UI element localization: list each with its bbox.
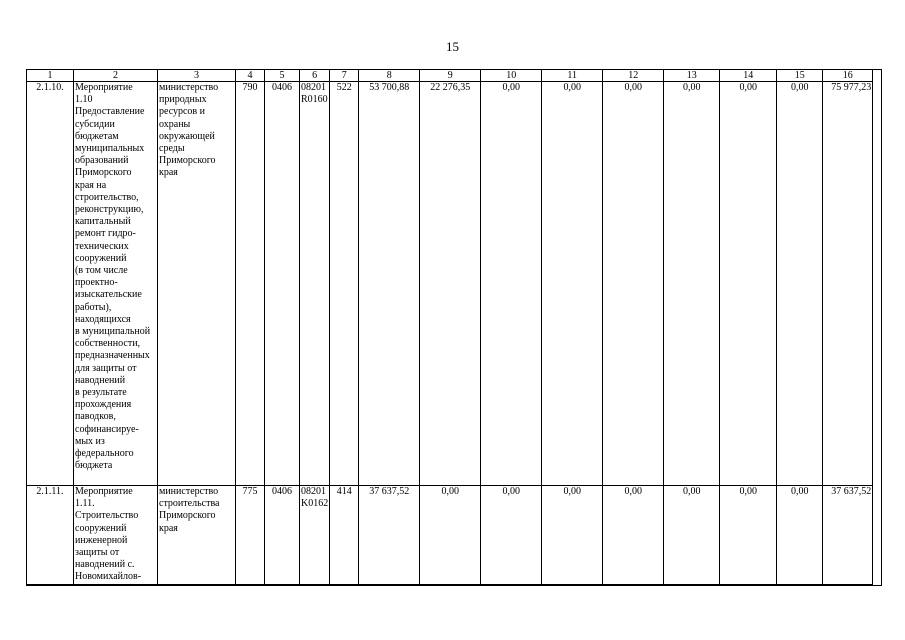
cell-line: R0160	[301, 94, 328, 106]
cell-col10: 0,00	[481, 82, 542, 486]
cell-line: Мероприятие	[75, 486, 133, 497]
cell-line: в результате	[75, 387, 127, 399]
cell-line: 08201	[301, 82, 326, 93]
header-cell: 6	[300, 70, 330, 82]
cell-col9: 22 276,35	[420, 82, 481, 486]
cell-line: Предоставление	[75, 106, 145, 118]
header-cell: 13	[664, 70, 720, 82]
cell-col13: 0,00	[664, 82, 720, 486]
cell-col15: 0,00	[777, 486, 823, 585]
cell-col15: 0,00	[777, 82, 823, 486]
cell-line: инженерной	[75, 534, 128, 546]
cell-col14: 0,00	[720, 82, 777, 486]
cell-line: образований	[75, 155, 129, 167]
cell-line: сооружений	[75, 252, 127, 264]
cell-line: охраны	[159, 118, 191, 130]
cell-line: ремонт гидро-	[75, 228, 136, 240]
cell-line: бюджетам	[75, 130, 119, 142]
cell-line: окружающей	[159, 130, 215, 142]
cell-line: строительства	[159, 498, 220, 510]
cell-line: проектно-	[75, 277, 118, 289]
cell-line: субсидии	[75, 118, 115, 130]
cell-line: защиты от	[75, 547, 120, 559]
cell-col9: 0,00	[420, 486, 481, 585]
cell-line: мых из	[75, 435, 105, 447]
executor	[158, 82, 236, 486]
cell-line: прохождения	[75, 399, 132, 411]
cell-col6	[300, 82, 330, 486]
row-number: 2.1.10.	[27, 82, 74, 486]
cell-line: работы),	[75, 301, 112, 313]
header-cell: 12	[603, 70, 664, 82]
cell-col16: 37 637,52	[823, 486, 873, 585]
cell-line: технических	[75, 240, 129, 252]
cell-line: паводков,	[75, 411, 116, 423]
cell-line: края	[159, 522, 178, 534]
executor	[158, 486, 236, 585]
cell-line: муниципальных	[75, 143, 145, 155]
cell-line: Приморского	[159, 155, 216, 167]
cell-col8: 53 700,88	[359, 82, 420, 486]
cell-line: Строительство	[75, 510, 139, 522]
cell-line: наводнений	[75, 374, 126, 386]
cell-line: предназначенных	[75, 350, 150, 362]
header-row	[27, 70, 873, 82]
cell-line: края на	[75, 179, 107, 191]
cell-line: Мероприятие	[75, 82, 133, 93]
cell-col4: 775	[236, 486, 265, 585]
cell-line: собственности,	[75, 338, 141, 350]
cell-line: наводнений с.	[75, 559, 135, 571]
cell-line: среды	[159, 143, 185, 155]
table-row	[27, 486, 873, 585]
cell-line: K0162	[301, 498, 329, 510]
cell-col16: 75 977,23	[823, 82, 873, 486]
cell-line: (в том числе	[75, 265, 128, 277]
cell-line: 08201	[301, 486, 326, 497]
cell-line: края	[159, 167, 178, 179]
cell-line: в муниципальной	[75, 326, 151, 338]
cell-col6	[300, 486, 330, 585]
page-number: 15	[446, 39, 459, 54]
header-cell: 1	[27, 70, 74, 82]
cell-line: софинансируе-	[75, 423, 139, 435]
cell-line: сооружений	[75, 522, 127, 534]
row-number: 2.1.11.	[27, 486, 74, 585]
cell-line: министерство	[159, 82, 219, 93]
cell-col5: 0406	[265, 82, 300, 486]
cell-col5: 0406	[265, 486, 300, 585]
cell-col12: 0,00	[603, 486, 664, 585]
cell-col4: 790	[236, 82, 265, 486]
cell-line: Приморского	[159, 510, 216, 522]
cell-col14: 0,00	[720, 486, 777, 585]
cell-line: для защиты от	[75, 362, 137, 374]
cell-col13: 0,00	[664, 486, 720, 585]
header-cell: 7	[330, 70, 359, 82]
event-description	[74, 82, 158, 486]
cell-col11: 0,00	[542, 82, 603, 486]
header-cell: 16	[823, 70, 873, 82]
cell-line: реконструкцию,	[75, 204, 144, 216]
header-cell: 10	[481, 70, 542, 82]
cell-line: Новомихайлов-	[75, 571, 142, 583]
cell-line: природных	[159, 94, 207, 106]
cell-line: бюджета	[75, 460, 113, 472]
cell-line: министерство	[159, 486, 219, 497]
header-cell: 5	[265, 70, 300, 82]
cell-line: ресурсов и	[159, 106, 206, 118]
event-description	[74, 486, 158, 585]
cell-line: Приморского	[75, 167, 132, 179]
cell-line: капитальный	[75, 216, 131, 228]
header-cell: 2	[74, 70, 158, 82]
header-cell: 8	[359, 70, 420, 82]
header-cell: 3	[158, 70, 236, 82]
header-cell: 15	[777, 70, 823, 82]
cell-col10: 0,00	[481, 486, 542, 585]
cell-col7: 522	[330, 82, 359, 486]
header-cell: 9	[420, 70, 481, 82]
table-row	[27, 82, 873, 486]
cell-line: 1.11.	[75, 498, 95, 510]
header-cell: 4	[236, 70, 265, 82]
header-cell: 11	[542, 70, 603, 82]
cell-col12: 0,00	[603, 82, 664, 486]
budget-table	[26, 69, 873, 585]
cell-line: 1.10	[75, 94, 93, 106]
cell-col8: 37 637,52	[359, 486, 420, 585]
cell-col7: 414	[330, 486, 359, 585]
cell-col11: 0,00	[542, 486, 603, 585]
cell-line: строительство,	[75, 191, 139, 203]
header-cell: 14	[720, 70, 777, 82]
cell-line: изыскательские	[75, 289, 142, 301]
cell-line: федерального	[75, 448, 134, 460]
cell-line: находящихся	[75, 313, 131, 325]
